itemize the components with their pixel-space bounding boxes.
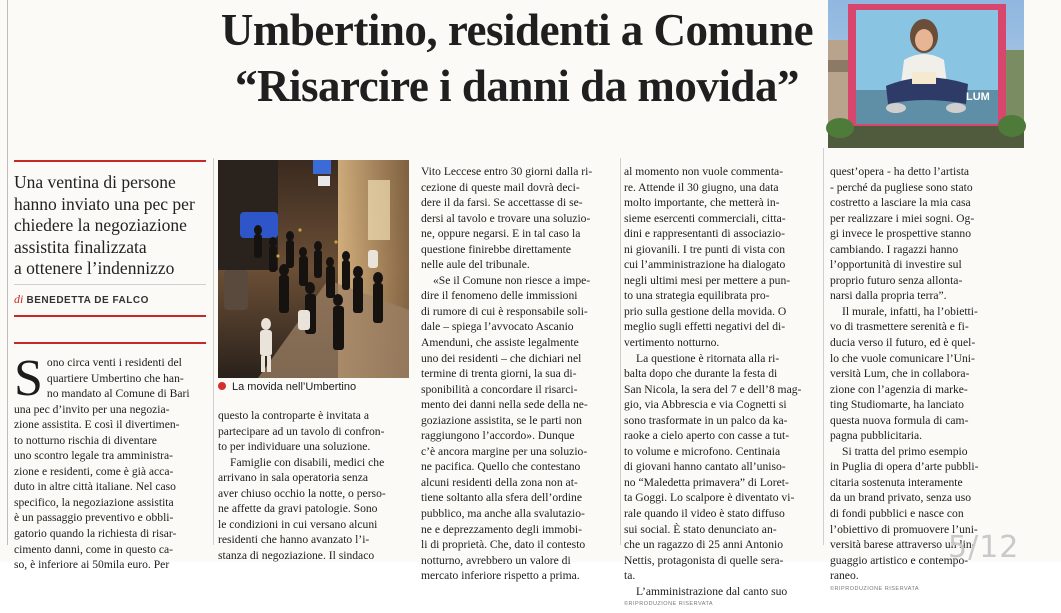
text-line: dale – spiega l’avvocato Ascanio	[421, 320, 574, 334]
text-line: zione e residenti, come è già acca-	[14, 464, 174, 478]
text-line: Amenduni, che assiste legalmente	[421, 336, 579, 350]
text-line: versità Lum, che in collabora-	[830, 367, 970, 381]
text-line: cui l’amministrazione ha dialogato	[624, 258, 786, 272]
text-line: ni giovanili. I tre punti di vista con	[624, 242, 785, 256]
text-line: nelle aule del tribunale.	[421, 258, 530, 272]
text-line: questione finirebbe direttamente	[421, 242, 572, 256]
byline-prefix: di	[14, 292, 24, 306]
text-line: «Se il Comune non riesce a impe-	[433, 273, 591, 287]
column-rule-4	[823, 148, 824, 545]
text-line: cezione di queste mail dovrà deci-	[421, 180, 580, 194]
text-line: raneo.	[830, 569, 859, 583]
text-line: so, è inferiore ai 50mila euro. Per	[14, 558, 170, 572]
text-line: Il murale, infatti, ha l’obietti-	[842, 304, 978, 318]
text-line: prio sulla gestione della movida. O	[624, 304, 787, 318]
text-line: questo la controparte è invitata a	[218, 409, 369, 422]
text-line: cambiando. I ragazzi hanno	[830, 242, 959, 256]
text-line: - perché da pugliese sono stato	[830, 180, 973, 194]
text-line: partecipare ad un tavolo di confron-	[218, 424, 385, 438]
movida-photo	[218, 160, 409, 378]
text-line: al momento non vuole commenta-	[624, 165, 784, 178]
text-line: no mandato al Comune di Bari	[46, 387, 190, 401]
text-line: vertimento notturno.	[624, 336, 720, 350]
text-line: notturno, avrebbero un valore di	[421, 553, 571, 567]
text-line: sieme esercenti commerciali, citta-	[624, 211, 786, 225]
text-line: questa nuova formula di cam-	[830, 413, 969, 427]
copyright-note-1: ©RIPRODUZIONE RISERVATA	[624, 601, 714, 608]
text-line: La questione è ritornata alla ri-	[636, 351, 780, 365]
deck-top-rule	[14, 160, 206, 162]
text-line: L’amministrazione dal canto suo	[636, 584, 788, 598]
text-line: sponibilità a concordare il risarci-	[421, 382, 578, 396]
text-line: da un brand privato, senza uso	[830, 491, 972, 505]
text-line: c’è ancora margine per una soluzio-	[421, 444, 588, 458]
text-line: raggiungono l’accordo». Dunque	[421, 429, 575, 443]
text-line: re. Attende il 30 giugno, una data	[624, 180, 779, 194]
text-line: Si tratta del primo esempio	[842, 444, 968, 458]
text-line: mento dei danni nella sede della ne-	[421, 398, 588, 412]
text-line: sui social. È stato denunciato an-	[624, 522, 777, 536]
text-line: Nettis, protagonista di quelle sera-	[624, 553, 784, 567]
text-line: rale quando il video è stato diffuso	[624, 507, 785, 521]
photo-caption-text: La movida nell’Umbertino	[232, 381, 357, 393]
text-line: termine di trenta giorni, la sua di-	[421, 367, 577, 381]
text-line: mercato inferiore rispetto a prima.	[421, 569, 580, 583]
text-line: zione assistita. E così il divertimen-	[14, 418, 180, 432]
text-line: duto in altre città italiane. Nel caso	[14, 480, 176, 494]
text-line: Una ventina di persone	[14, 172, 176, 192]
text-line: versità barese attraverso un lin-	[830, 538, 976, 552]
text-line: lo che vuole comunicare l’Uni-	[830, 351, 975, 365]
text-line: San Nicola, la sera del 7 e dell’8 mag-	[624, 382, 802, 396]
headline-line-2: “Risarcire i danni da movida”	[235, 61, 799, 111]
page-indicator: 5/12	[948, 530, 1020, 565]
text-line: arrivano in sala operatoria senza	[218, 471, 368, 485]
text-line: stanza di negoziazione. Il sindaco	[218, 548, 375, 562]
copyright-note-2: ©RIPRODUZIONE RISERVATA	[830, 585, 920, 592]
text-line: negli ultimi mesi per mettere a pun-	[624, 273, 791, 287]
text-line: uno scontro legale tra amministra-	[14, 449, 174, 463]
article-column-2	[218, 408, 414, 563]
text-line: che un ragazzo di 25 anni Antonio	[624, 538, 784, 552]
text-line: l’opportunità di investire sul	[830, 258, 962, 272]
text-line: in Puglia di opera d’arte pubbli-	[830, 460, 979, 474]
text-line: l’obiettivo di promuovere l’uni-	[830, 522, 978, 536]
text-line: di fondi pubblici e nasce con	[830, 507, 964, 521]
text-line: quartiere Umbertino che han-	[46, 371, 184, 385]
text-line: chiedere la negoziazione	[14, 215, 187, 235]
text-line: per realizzare i miei sogni. Og-	[830, 211, 975, 225]
column-rule-3	[620, 158, 621, 545]
text-line: goziazione assistita, se le parti non	[421, 413, 582, 427]
body-top-rule	[14, 342, 206, 344]
mural-illustration	[828, 0, 1024, 148]
text-line: di giovani hanno cantato all’uniso-	[624, 460, 786, 474]
text-line: ono circa venti i residenti del	[46, 356, 182, 369]
photo-caption	[218, 381, 418, 393]
drop-cap: S	[14, 350, 43, 407]
text-line: una pec d’invito per una negozia-	[14, 402, 170, 416]
text-line: è un passaggio preventivo e obbli-	[14, 511, 174, 525]
text-line: molto importante, che metterà in-	[624, 196, 780, 210]
text-line: hanno inviato una pec per	[14, 193, 195, 214]
street-crowd-illustration	[218, 160, 409, 378]
text-line: no “Maledetta primavera” di Loret-	[624, 475, 789, 489]
text-line: to una strategia equilibrata pro-	[624, 289, 770, 303]
text-line: ducia verso il futuro, ed è quel-	[830, 336, 976, 350]
text-line: zione con l’agenzia di marke-	[830, 382, 968, 396]
text-line: gatorio quando la richiesta di risar-	[14, 527, 177, 541]
text-line: narsi dalla propria terra”.	[830, 289, 947, 303]
byline-author: BENEDETTA DE FALCO	[26, 295, 149, 306]
text-line: Vito Leccese entro 30 giorni dalla ri-	[421, 165, 593, 178]
text-line: tiene soltanto alla sfera dell’ordine	[421, 491, 582, 505]
text-line: ne pacifica. Quello che contestano	[421, 460, 581, 474]
text-line: ne e deprezzamento degli immobi-	[421, 522, 582, 536]
text-line: pubblico, ma anche alla svalutazio-	[421, 507, 585, 521]
text-line: specifico, la negoziazione assistita	[14, 495, 174, 509]
text-line: costretto a lasciare la mia casa	[830, 196, 971, 210]
text-line: ta Goggi. Lo scalpore è diventato vi-	[624, 491, 795, 505]
text-line: dere il da farsi. Se accettasse di se-	[421, 196, 583, 210]
text-line: li di proprietà. Che, dato il contesto	[421, 538, 586, 552]
text-line: Famiglie con disabili, medici che	[230, 455, 385, 469]
text-line: proprio futuro senza allonta-	[830, 273, 963, 287]
text-line: ting Studiomarte, ha lanciato	[830, 398, 964, 412]
article-column-4	[624, 164, 820, 613]
headline-line-1: Umbertino, residenti a Comune	[220, 5, 814, 55]
text-line: to volume e microfono. Centinaia	[624, 444, 781, 458]
text-line: raoke a cielo aperto con casse a tut-	[624, 429, 790, 443]
caption-bullet-icon	[218, 382, 226, 390]
text-line: ne affette da gravi patologie. Sono	[218, 502, 378, 516]
mural-photo	[828, 0, 1024, 148]
text-line: citaria sostenuta interamente	[830, 475, 963, 489]
text-line: ta.	[624, 569, 636, 583]
article-column-1	[14, 350, 210, 573]
text-line: assistita finalizzata	[14, 236, 147, 257]
text-line: quest’opera - ha detto l’artista	[830, 165, 970, 178]
text-line: uno dei residenti – che dichiari nel	[421, 351, 582, 365]
text-line: pagna pubblicitaria.	[830, 429, 923, 443]
deck-divider	[14, 284, 206, 285]
mural-logo-text: LUM	[966, 91, 990, 103]
text-line: residenti che hanno avanzato l’i-	[218, 533, 370, 547]
article-column-3	[421, 164, 617, 584]
headline	[212, 2, 822, 114]
column-rule-1	[213, 158, 214, 545]
text-line: ne, oppure negarsi. E in tal caso la	[421, 227, 581, 241]
text-line: cimento danni, come in questo ca-	[14, 542, 174, 556]
deck	[14, 172, 209, 280]
text-line: a ottenere l’indennizzo	[14, 258, 175, 278]
text-line: to notturno rischia di diventare	[14, 433, 157, 447]
text-line: alcuni residenti della zona non at-	[421, 475, 578, 489]
text-line: sono trasformate in un palco da ka-	[624, 413, 788, 427]
text-line: di rumore di cui è responsabile soli-	[421, 304, 588, 318]
text-line: gi invece le prospettive stanno	[830, 227, 972, 241]
text-line: aver chiuso occhio la notte, o perso-	[218, 486, 386, 500]
text-line: vo di trasmettere serenità e fi-	[830, 320, 969, 334]
text-line: to per individuare una soluzione.	[218, 440, 371, 454]
text-line: dire il fenomeno delle immissioni	[421, 289, 578, 303]
byline	[14, 292, 209, 307]
text-line: le condizioni in cui versano alcuni	[218, 517, 378, 531]
text-line: dini e rappresentanti di associazio-	[624, 227, 785, 241]
text-line: dersi al tavolo e trovare una soluzio-	[421, 211, 591, 225]
byline-bottom-rule	[14, 315, 206, 317]
text-line: guaggio artistico e contempo-	[830, 553, 969, 567]
text-line: gio, via Abbrescia e via Cognetti si	[624, 398, 787, 412]
text-line: meglio sugli effetti negativi del di-	[624, 320, 786, 334]
left-border-rule	[7, 0, 8, 545]
text-line: balta dopo che durante la festa di	[624, 367, 778, 381]
